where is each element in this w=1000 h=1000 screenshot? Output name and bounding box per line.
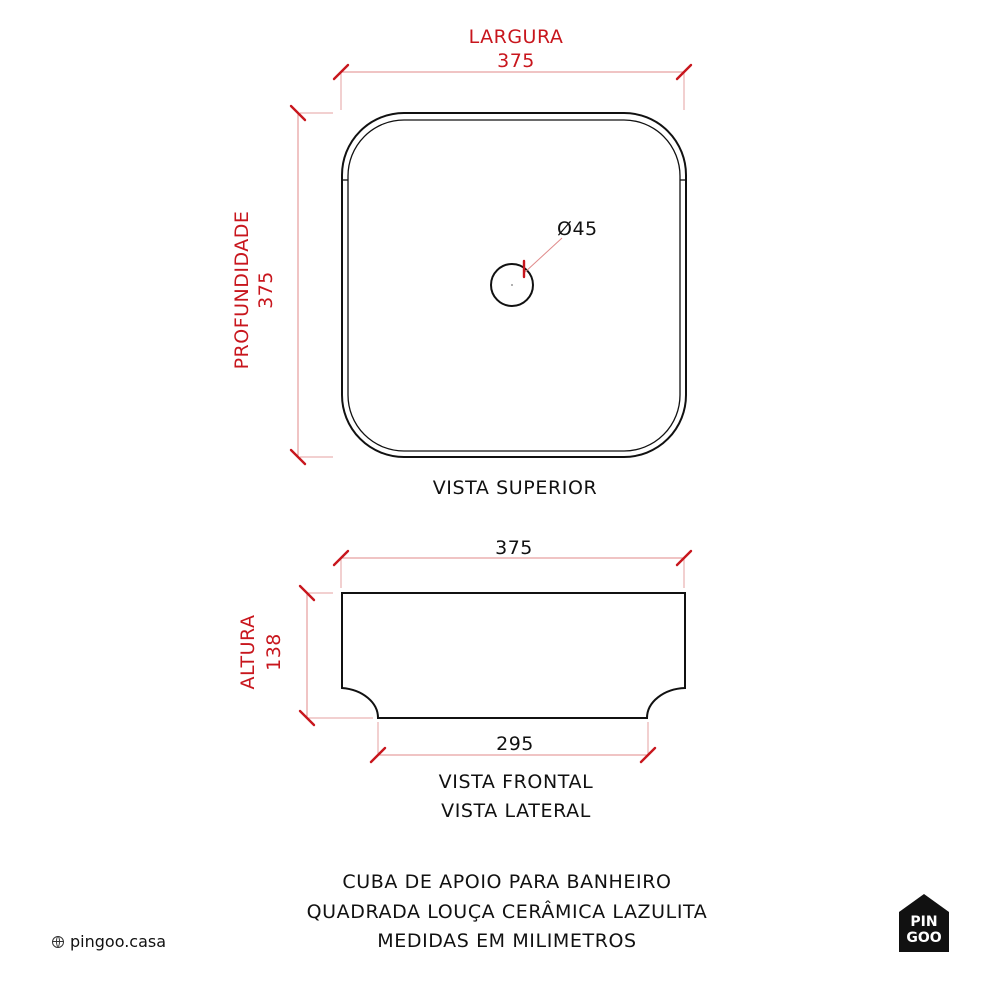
description-line-2: QUADRADA LOUÇA CERÂMICA LAZULITA [306, 901, 708, 923]
website-text: pingoo.casa [70, 932, 167, 951]
front-view [237, 537, 691, 822]
depth-dimension [291, 106, 333, 464]
basin-outer-rim [342, 113, 686, 457]
top-view-caption: VISTA SUPERIOR [432, 477, 598, 499]
front-view-caption: VISTA FRONTAL [438, 771, 594, 793]
top-view [231, 26, 691, 499]
front-top-width-value: 375 [495, 537, 533, 559]
drain-diameter-label: Ø45 [557, 218, 598, 240]
width-dimension [334, 65, 691, 110]
drain-center-dot [511, 284, 513, 286]
basin-inner-rim [348, 120, 680, 451]
depth-label: PROFUNDIDADE [231, 210, 253, 370]
height-dimension [300, 586, 373, 725]
width-label: LARGURA [468, 26, 564, 48]
basin-profile [342, 593, 685, 718]
website-link[interactable] [52, 932, 166, 951]
drain-leader [524, 238, 562, 273]
logo-line-1: PIN [910, 914, 938, 930]
product-description [307, 871, 708, 952]
brand-logo [899, 894, 949, 952]
side-view-caption: VISTA LATERAL [441, 800, 591, 822]
base-width-value: 295 [496, 733, 534, 755]
description-line-1: CUBA DE APOIO PARA BANHEIRO [342, 871, 672, 893]
description-line-3: MEDIDAS EM MILIMETROS [377, 930, 637, 952]
height-label: ALTURA [237, 614, 259, 690]
globe-icon [52, 936, 64, 948]
height-value: 138 [263, 633, 285, 671]
logo-line-2: GOO [906, 930, 942, 946]
width-value: 375 [497, 50, 535, 72]
depth-value: 375 [255, 271, 277, 309]
